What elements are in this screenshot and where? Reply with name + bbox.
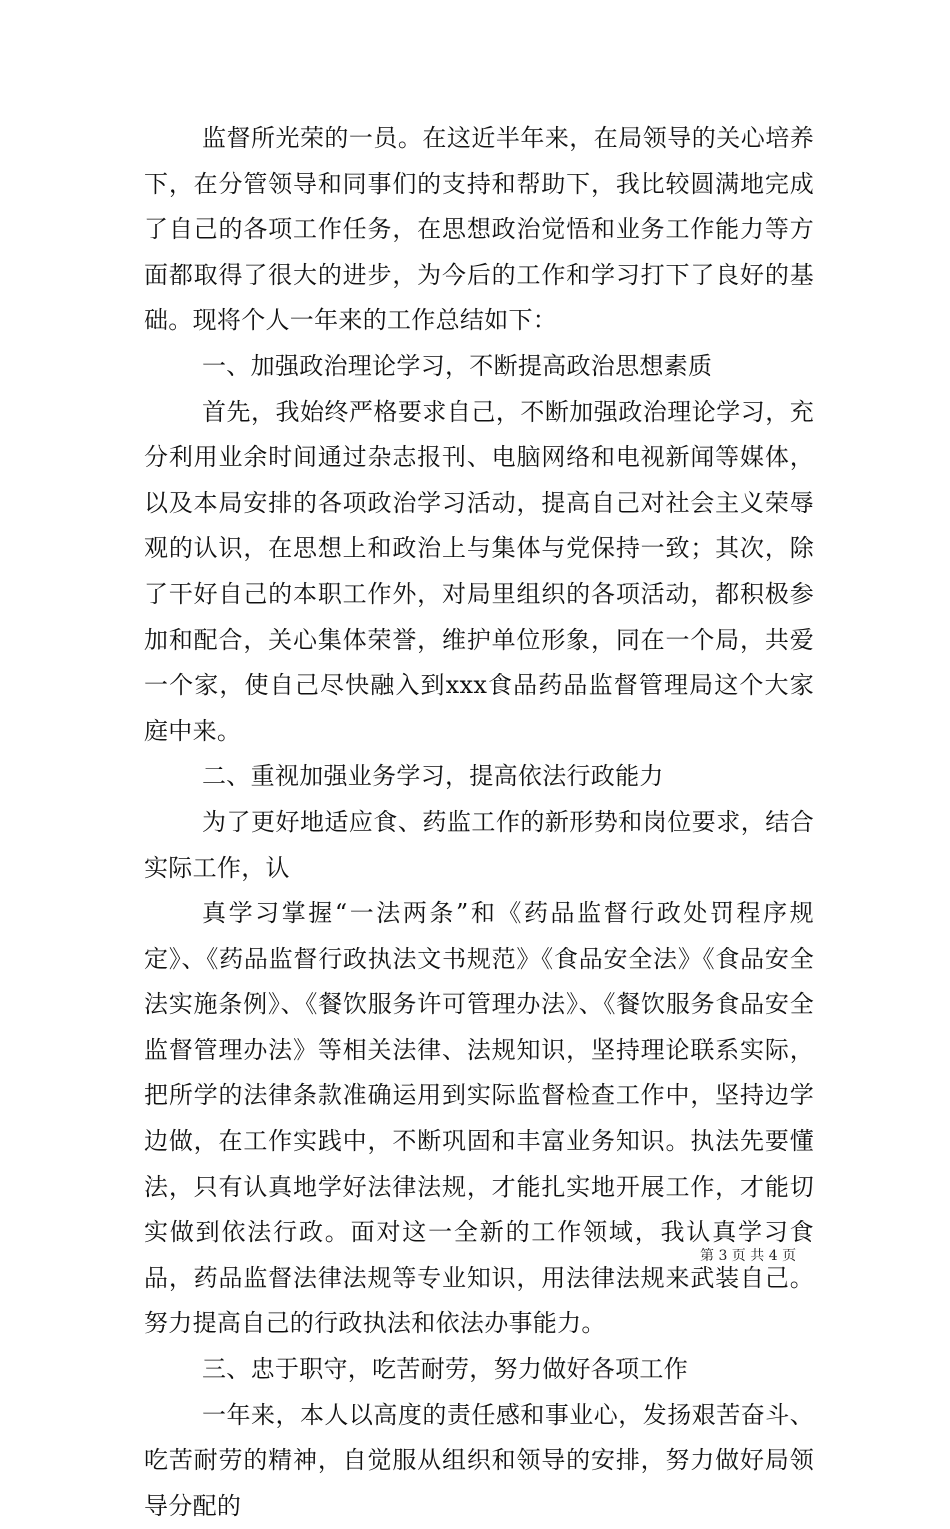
paragraph-business-study: 真学习掌握“一法两条”和《药品监督行政处罚程序规定》、《药品监督行政执法文书规范》《食品安全法》《食品安全法实施条例》、《餐饮服务许可管理办法》、《餐饮服务食品安全监督管理办法》等相关法律、法规知识，坚持理论联系实际，把所学的法律条款准确运用到实际监督检查工作中，坚持边学边做，在工作实践中，不断巩固和丰富业务知识。执法先要懂法，只有认真地学好法律法规，才能扎实地开展工作，才能切实做到依法行政。面对这一全新的工作领域，我认真学习食品，药品监督法律法规等专业知识，用法律法规来武装自己。努力提高自己的行政执法和依法办事能力。 bbox=[144, 899, 814, 1338]
paragraph-intro: 监督所光荣的一员。在这近半年来，在局领导的关心培养下，在分管领导和同事们的支持和帮助下，我比较圆满地完成了自己的各项工作任务，在思想政治觉悟和业务工作能力等方面都取得了很大的进步，为今后的工作和学习打下了良好的基础。现将个人一年来的工作总结如下： bbox=[144, 124, 814, 335]
paragraph-business-study-start: 为了更好地适应食、药监工作的新形势和岗位要求，结合实际工作，认 bbox=[144, 807, 814, 882]
document-body bbox=[144, 116, 814, 1529]
paragraph-political-study: 首先，我始终严格要求自己，不断加强政治理论学习，充分利用业余时间通过杂志报刊、电脑网络和电视新闻等媒体，以及本局安排的各项政治学习活动，提高自己对社会主义荣辱观的认识，在思想上和政治上与集体与党保持一致；其次，除了干好自己的本职工作外，对局里组织的各项活动，都积极参加和配合，关心集体荣誉，维护单位形象，同在一个局，共爱一个家，使自己尽快融入到xxx食品药品监督管理局这个大家庭中来。 bbox=[144, 397, 814, 745]
paragraph-duty: 一年来，本人以高度的责任感和事业心，发扬艰苦奋斗、吃苦耐劳的精神，自觉服从组织和领导的安排，努力做好局领导分配的 bbox=[144, 1400, 814, 1520]
page-number: 第 3 页 共 4 页 bbox=[700, 1248, 797, 1264]
section-heading-1: 一、加强政治理论学习，不断提高政治思想素质 bbox=[202, 351, 713, 380]
section-heading-3: 三、忠于职守，吃苦耐劳，努力做好各项工作 bbox=[202, 1355, 688, 1384]
section-heading-2: 二、重视加强业务学习，提高依法行政能力 bbox=[202, 762, 664, 791]
